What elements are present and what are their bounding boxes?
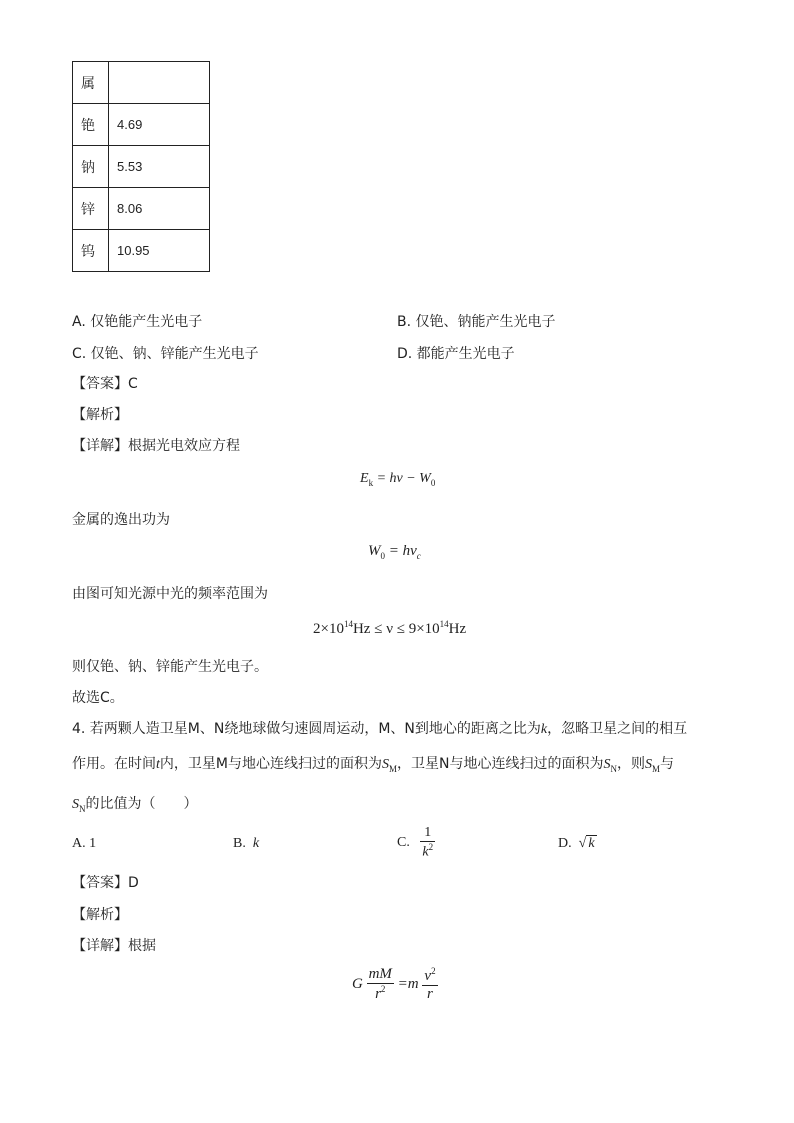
q4-analysis-label: 【解析】 <box>72 907 128 923</box>
formula-work-function: $W_0 = h\nu_c$ <box>368 543 421 561</box>
table-row <box>73 230 210 272</box>
work-function-cell: 5.53 <box>109 146 210 188</box>
work-function-cell: 8.06 <box>109 188 210 230</box>
work-function-cell: 4.69 <box>109 104 210 146</box>
sqrt-icon: √ <box>578 836 587 851</box>
option-d: D. 都能产生光电子 <box>397 346 515 362</box>
work-function-table <box>72 61 210 272</box>
metal-name-cell: 属 <box>73 62 109 104</box>
q4-option-b: B. k <box>233 836 260 851</box>
formula-gravitation: G $\frac{mM}{r^2}$ =m $\frac{v^2}{r}$ <box>352 966 436 1002</box>
metal-name-cell: 钠 <box>73 146 109 188</box>
metal-name-cell: 铯 <box>73 104 109 146</box>
table-row <box>73 62 210 104</box>
q4-line-3: $S_N$的比值为（ ） <box>72 796 198 814</box>
fraction: $\frac{1}{k^2}$ <box>422 825 434 860</box>
conclusion-text: 则仅铯、钠、锌能产生光电子。 <box>72 659 268 675</box>
q4-option-a: A. 1 <box>72 836 97 851</box>
answer-label: 【答案】C <box>72 376 138 392</box>
table-row <box>73 188 210 230</box>
option-a: A. 仅铯能产生光电子 <box>72 314 203 330</box>
q4-option-d: D. √ k <box>558 836 595 851</box>
work-function-text: 金属的逸出功为 <box>72 512 170 528</box>
analysis-label: 【解析】 <box>72 407 128 423</box>
detail-text: 【详解】根据光电效应方程 <box>72 438 240 454</box>
q4-answer-label: 【答案】D <box>72 875 139 891</box>
metal-name-cell: 锌 <box>73 188 109 230</box>
formula-frequency-range: $2\times 10^{14}Hz \le \nu \le 9\times 10^{14}Hz$ <box>313 619 467 637</box>
formula-photoelectric: $E_k = h\nu - W_0$ <box>360 471 436 488</box>
q4-option-c: C. $\frac{1}{k^2}$ <box>397 825 434 860</box>
table-row <box>73 104 210 146</box>
q4-detail-text: 【详解】根据 <box>72 938 156 954</box>
frequency-range-text: 由图可知光源中光的频率范围为 <box>72 586 268 602</box>
metal-name-cell: 钨 <box>73 230 109 272</box>
q4-line-1: 4. 若两颗人造卫星M、N绕地球做匀速圆周运动，M、N到地心的距离之比为k，忽略卫星之间的相互 <box>72 721 688 737</box>
option-b: B. 仅铯、钠能产生光电子 <box>397 314 556 330</box>
choice-text: 故选C。 <box>72 690 124 706</box>
option-c: C. 仅铯、钠、锌能产生光电子 <box>72 346 259 362</box>
table-row <box>73 146 210 188</box>
q4-line-2: 作用。在时间t内，卫星M与地心连线扫过的面积为$S_M$，卫星N与地心连线扫过的面积为$S_N$，则$S_M$与 <box>72 756 674 774</box>
work-function-cell: 10.95 <box>109 230 210 272</box>
work-function-cell <box>109 62 210 104</box>
